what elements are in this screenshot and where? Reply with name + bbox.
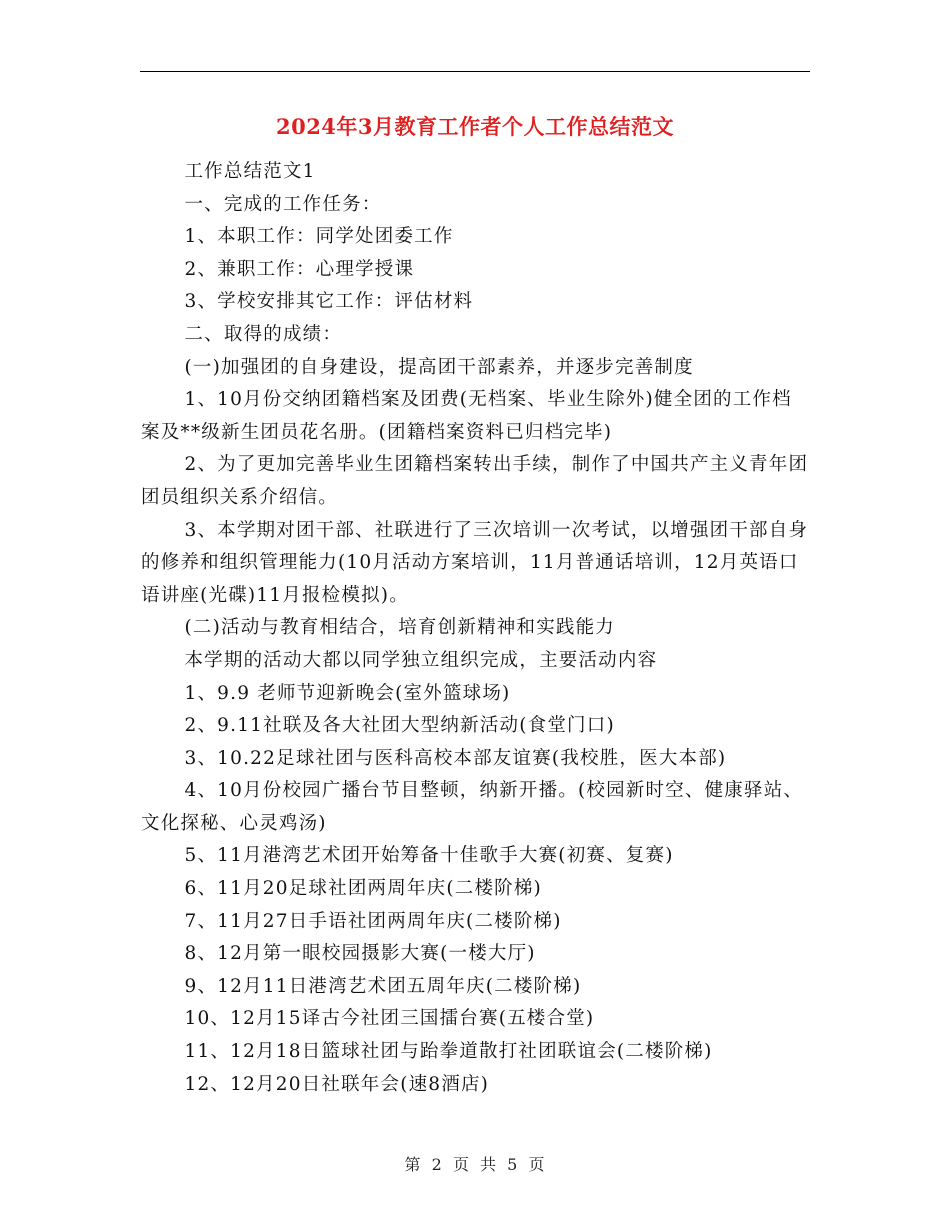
paragraph: 10、12月15译古今社团三国擂台赛(五楼合堂) (184, 1008, 595, 1030)
paragraph: 9、12月11日港湾艺术团五周年庆(二楼阶梯) (184, 975, 582, 997)
paragraph: 本学期的活动大都以同学独立组织完成，主要活动内容 (184, 649, 658, 671)
document-title: 2024年3月教育工作者个人工作总结范文 (275, 114, 675, 139)
header-rule (140, 71, 810, 72)
paragraph: (一)加强团的自身建设，提高团干部素养，并逐步完善制度 (184, 356, 694, 378)
footer-label-unit-end: 页 (528, 1155, 546, 1174)
paragraph: 2、为了更加完善毕业生团籍档案转出手续，制作了中国共产主义青年团团员组织关系介绍信。 (141, 454, 809, 508)
paragraph: 11、12月18日篮球社团与跆拳道散打社团联谊会(二楼阶梯) (184, 1041, 713, 1063)
paragraph: 3、10.22足球社团与医科高校本部友谊赛(我校胜，医大本部) (184, 747, 727, 769)
paragraph: 工作总结范文1 (184, 161, 316, 182)
footer-label-unit: 页 (452, 1155, 470, 1174)
paragraph: 2、9.11社联及各大社团大型纳新活动(食堂门口) (184, 715, 615, 737)
footer-label-page: 第 (404, 1155, 422, 1174)
footer-total-pages: 5 (507, 1155, 519, 1174)
paragraph: 3、学校安排其它工作：评估材料 (184, 291, 474, 313)
paragraph: 4、10月份校园广播台节目整顿，纳新开播。(校园新时空、健康驿站、文化探秘、心灵鸡汤) (141, 780, 804, 834)
paragraph: 6、11月20足球社团两周年庆(二楼阶梯) (184, 878, 542, 900)
paragraph: 一、完成的工作任务： (184, 193, 382, 215)
footer-current-page: 2 (431, 1155, 443, 1174)
paragraph: 2、兼职工作：心理学授课 (184, 258, 415, 280)
paragraph: 8、12月第一眼校园摄影大赛(一楼大厅) (184, 943, 536, 965)
footer-label-total: 共 (480, 1155, 498, 1174)
paragraph: 5、11月港湾艺术团开始筹备十佳歌手大赛(初赛、复赛) (184, 845, 674, 867)
paragraph: 7、11月27日手语社团两周年庆(二楼阶梯) (184, 910, 562, 932)
page-footer (0, 1153, 950, 1177)
paragraph: 1、本职工作：同学处团委工作 (184, 226, 454, 248)
paragraph: (二)活动与教育相结合，培育创新精神和实践能力 (184, 617, 616, 639)
document-body (141, 156, 811, 1101)
paragraph: 1、9.9 老师节迎新晚会(室外篮球场) (184, 682, 511, 704)
paragraph: 二、取得的成绩： (184, 323, 343, 345)
paragraph: 1、10月份交纳团籍档案及团费(无档案、毕业生除外)健全团的工作档案及**级新生团员花名册。(团籍档案资料已归档完毕) (141, 389, 792, 443)
paragraph: 3、本学期对团干部、社联进行了三次培训一次考试，以增强团干部自身的修养和组织管理能力(10月活动方案培训，11月普通话培训，12月英语口语讲座(光碟)11月报检模拟)。 (141, 519, 809, 606)
paragraph: 12、12月20日社联年会(速8酒店) (184, 1073, 490, 1095)
